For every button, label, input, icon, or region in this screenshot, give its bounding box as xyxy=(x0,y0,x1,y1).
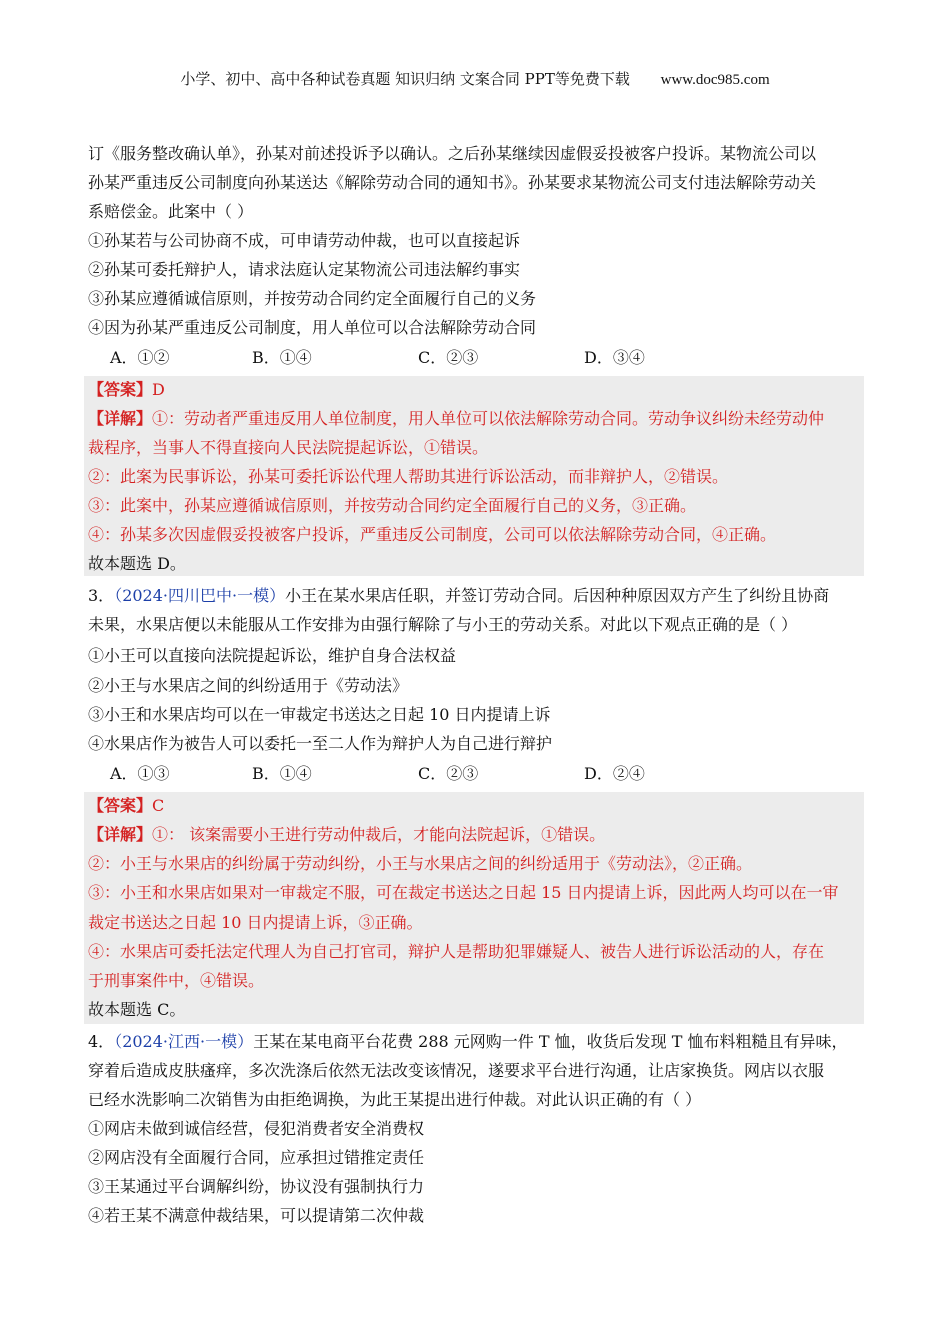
q2-statement-4: ④因为孙某严重违反公司制度，用人单位可以合法解除劳动合同 xyxy=(88,318,537,337)
q4-statement-4: ④若王某不满意仲裁结果，可以提请第二次仲裁 xyxy=(88,1206,425,1225)
q3-option-d: D．②④ xyxy=(584,764,645,783)
q2-answer-tag: 【答案】 xyxy=(88,380,153,399)
q4-line-2: 穿着后造成皮肤瘙痒，多次洗涤后依然无法改变该情况，遂要求平台进行沟通，让店家换货。网店以衣服 xyxy=(88,1061,825,1080)
q3-answer-tag: 【答案】 xyxy=(88,796,153,815)
q2-detail-1 xyxy=(88,409,824,429)
q3-number: 3． xyxy=(88,586,115,605)
header-site: www.doc985.com xyxy=(660,72,770,88)
q3-detail-1 xyxy=(88,825,605,845)
q4-text-1: 王某在某电商平台花费 288 元网购一件 T 恤，收货后发现 T 恤布料粗糙且有异味， xyxy=(253,1032,848,1051)
q2-conclusion: 故本题选 D。 xyxy=(88,554,186,573)
q3-text-1: 小王在某水果店任职，并签订劳动合同。后因种种原因双方产生了纠纷且协商 xyxy=(285,586,830,605)
q2-statement-1: ①孙某若与公司协商不成，可申请劳动仲裁，也可以直接起诉 xyxy=(88,231,521,250)
q3-line-2: 未果，水果店便以未能服从工作安排为由强行解除了与小王的劳动关系。对此以下观点正确的是（ ） xyxy=(88,615,798,634)
q2-line-3: 系赔偿金。此案中（ ） xyxy=(88,202,254,221)
q2-option-a: A．①② xyxy=(110,348,170,367)
q4-line-1 xyxy=(88,1032,848,1052)
q4-line-3: 已经水洗影响二次销售为由拒绝调换，为此王某提出进行仲裁。对此认识正确的有（ ） xyxy=(88,1090,702,1109)
q4-statement-2: ②网店没有全面履行合同，应承担过错推定责任 xyxy=(88,1148,425,1167)
q2-detail-5: ④：孙某多次因虚假妥投被客户投诉，严重违反公司制度，公司可以依法解除劳动合同，④正确。 xyxy=(88,525,777,544)
q2-line-2: 孙某严重违反公司制度向孙某送达《解除劳动合同的通知书》。孙某要求某物流公司支付违法解除劳动关 xyxy=(88,173,817,192)
q2-statement-3: ③孙某应遵循诚信原则，并按劳动合同约定全面履行自己的义务 xyxy=(88,289,537,308)
header-text: 小学、初中、高中各种试卷真题 知识归纳 文案合同 PPT等免费下载 xyxy=(180,70,630,88)
q3-line-1 xyxy=(88,586,829,606)
q3-option-c: C．②③ xyxy=(418,764,479,783)
q2-detail-text-1: ①：劳动者严重违反用人单位制度，用人单位可以依法解除劳动合同。劳动争议纠纷未经劳动仲 xyxy=(152,409,825,428)
q3-detail-3: ③：小王和水果店如果对一审裁定不服，可在裁定书送达之日起 15 日内提请上诉，因此两人均可以在一审 xyxy=(88,883,839,902)
q3-detail-4: 裁定书送达之日起 10 日内提请上诉，③正确。 xyxy=(88,913,423,932)
q4-number: 4． xyxy=(88,1032,115,1051)
q2-option-b: B．①④ xyxy=(252,348,312,367)
q3-detail-tag: 【详解】 xyxy=(88,825,153,844)
q3-option-a: A．①③ xyxy=(110,764,170,783)
q3-detail-2: ②：小王与水果店的纠纷属于劳动纠纷，小王与水果店之间的纠纷适用于《劳动法》，②正确。 xyxy=(88,854,753,873)
q3-statement-3: ③小王和水果店均可以在一审裁定书送达之日起 10 日内提请上诉 xyxy=(88,705,551,724)
q2-answer-block xyxy=(84,376,864,576)
q3-detail-5: ④：水果店可委托法定代理人为自己打官司，辩护人是帮助犯罪嫌疑人、被告人进行诉讼活动的人，存在 xyxy=(88,942,825,961)
q3-answer-value: C xyxy=(152,796,165,815)
q3-option-b: B．①④ xyxy=(252,764,312,783)
q4-statement-3: ③王某通过平台调解纠纷，协议没有强制执行力 xyxy=(88,1177,425,1196)
q3-detail-text-1: ①： 该案需要小王进行劳动仲裁后，才能向法院起诉，①错误。 xyxy=(152,825,606,844)
q3-detail-6: 于刑事案件中，④错误。 xyxy=(88,971,265,990)
q2-detail-tag: 【详解】 xyxy=(88,409,153,428)
q4-statement-1: ①网店未做到诚信经营，侵犯消费者安全消费权 xyxy=(88,1119,425,1138)
q3-source: （2024·四川巴中·一模） xyxy=(114,586,286,605)
q3-conclusion: 故本题选 C。 xyxy=(88,1000,186,1019)
q2-detail-4: ③：此案中，孙某应遵循诚信原则，并按劳动合同约定全面履行自己的义务，③正确。 xyxy=(88,496,697,515)
page-header xyxy=(0,68,950,89)
q3-answer xyxy=(88,796,164,816)
q2-option-d: D．③④ xyxy=(584,348,645,367)
q2-detail-2: 裁程序，当事人不得直接向人民法院提起诉讼，①错误。 xyxy=(88,438,489,457)
q2-detail-3: ②：此案为民事诉讼，孙某可委托诉讼代理人帮助其进行诉讼活动，而非辩护人，②错误。 xyxy=(88,467,729,486)
q3-answer-block xyxy=(84,792,864,1024)
q3-statement-1: ①小王可以直接向法院提起诉讼，维护自身合法权益 xyxy=(88,646,457,665)
q2-line-1: 订《服务整改确认单》，孙某对前述投诉予以确认。之后孙某继续因虚假妥投被客户投诉。某物流公司以 xyxy=(88,144,817,163)
q4-source: （2024·江西·一模） xyxy=(114,1032,254,1051)
q3-statement-4: ④水果店作为被告人可以委托一至二人作为辩护人为自己进行辩护 xyxy=(88,734,553,753)
q2-statement-2: ②孙某可委托辩护人，请求法庭认定某物流公司违法解约事实 xyxy=(88,260,521,279)
q2-answer xyxy=(88,380,165,400)
q2-answer-value: D xyxy=(152,380,165,399)
q3-statement-2: ②小王与水果店之间的纠纷适用于《劳动法》 xyxy=(88,676,409,695)
q2-option-c: C．②③ xyxy=(418,348,479,367)
